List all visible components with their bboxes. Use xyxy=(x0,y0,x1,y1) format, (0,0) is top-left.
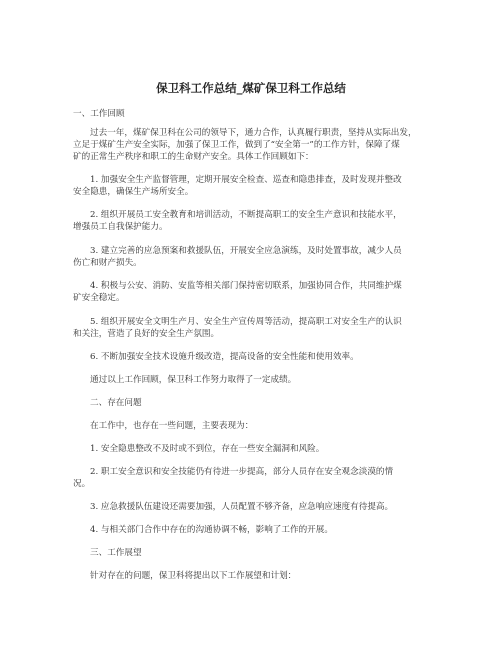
review-item-2: 2. 组织开展员工安全教育和培训活动，不断提高职工的安全生产意识和技能水平， xyxy=(90,210,402,220)
page-title: 保卫科工作总结_煤矿保卫科工作总结 xyxy=(156,81,346,95)
section-heading-review: 一、工作回顾 xyxy=(73,109,125,119)
review-item-3-cont: 伤亡和财产损失。 xyxy=(73,258,142,268)
review-item-5: 5. 组织开展安全文明生产月、安全生产宣传周等活动，提高职工对安全生产的认识 xyxy=(90,317,402,327)
problem-item-4: 4. 与相关部门合作中存在的沟通协调不畅，影响了工作的开展。 xyxy=(90,525,333,535)
review-item-5-cont: 和关注，营造了良好的安全生产氛围。 xyxy=(73,329,220,339)
problems-intro: 在工作中，也存在一些问题，主要表现为： xyxy=(90,421,254,431)
review-item-6: 6. 不断加强安全技术设施升级改造，提高设备的安全性能和使用效率。 xyxy=(90,352,359,362)
intro-line-2: 立足于煤矿生产安全实际，加强了保卫工作，做到了“安全第一”的工作方针，保障了煤 xyxy=(73,140,400,150)
section-heading-outlook: 三、工作展望 xyxy=(90,548,142,558)
review-item-1: 1. 加强安全生产监督管理，定期开展安全检查、巡查和隐患排查，及时发现并整改 xyxy=(90,175,402,185)
problem-item-3: 3. 应急救援队伍建设还需要加强，人员配置不够齐备，应急响应速度有待提高。 xyxy=(90,502,394,512)
review-item-4: 4. 积极与公安、消防、安监等相关部门保持密切联系，加强协同合作，共同维护煤 xyxy=(90,281,402,291)
review-item-4-cont: 矿安全稳定。 xyxy=(73,293,125,303)
review-item-2-cont: 增强员工自我保护能力。 xyxy=(73,222,168,232)
review-item-1-cont: 安全隐患，确保生产场所安全。 xyxy=(73,187,194,197)
outlook-intro: 针对存在的问题，保卫科将提出以下工作展望和计划： xyxy=(90,571,297,581)
review-summary: 通过以上工作回顾，保卫科工作努力取得了一定成绩。 xyxy=(90,375,297,385)
section-heading-problems: 二、存在问题 xyxy=(90,398,142,408)
intro-line-3: 矿的正常生产秩序和职工的生命财产安全。具体工作回顾如下： xyxy=(73,152,314,162)
problem-item-2: 2. 职工安全意识和安全技能仍有待进一步提高，部分人员存在安全观念淡漠的情 xyxy=(90,467,394,477)
intro-line-1: 过去一年，煤矿保卫科在公司的领导下，通力合作，认真履行职责，坚持从实际出发， xyxy=(90,128,417,138)
problem-item-2-cont: 况。 xyxy=(73,479,91,489)
problem-item-1: 1. 安全隐患整改不及时或不到位，存在一些安全漏洞和风险。 xyxy=(90,444,325,454)
review-item-3: 3. 建立完善的应急预案和救援队伍，开展安全应急演练，及时处置事故，减少人员 xyxy=(90,246,402,256)
